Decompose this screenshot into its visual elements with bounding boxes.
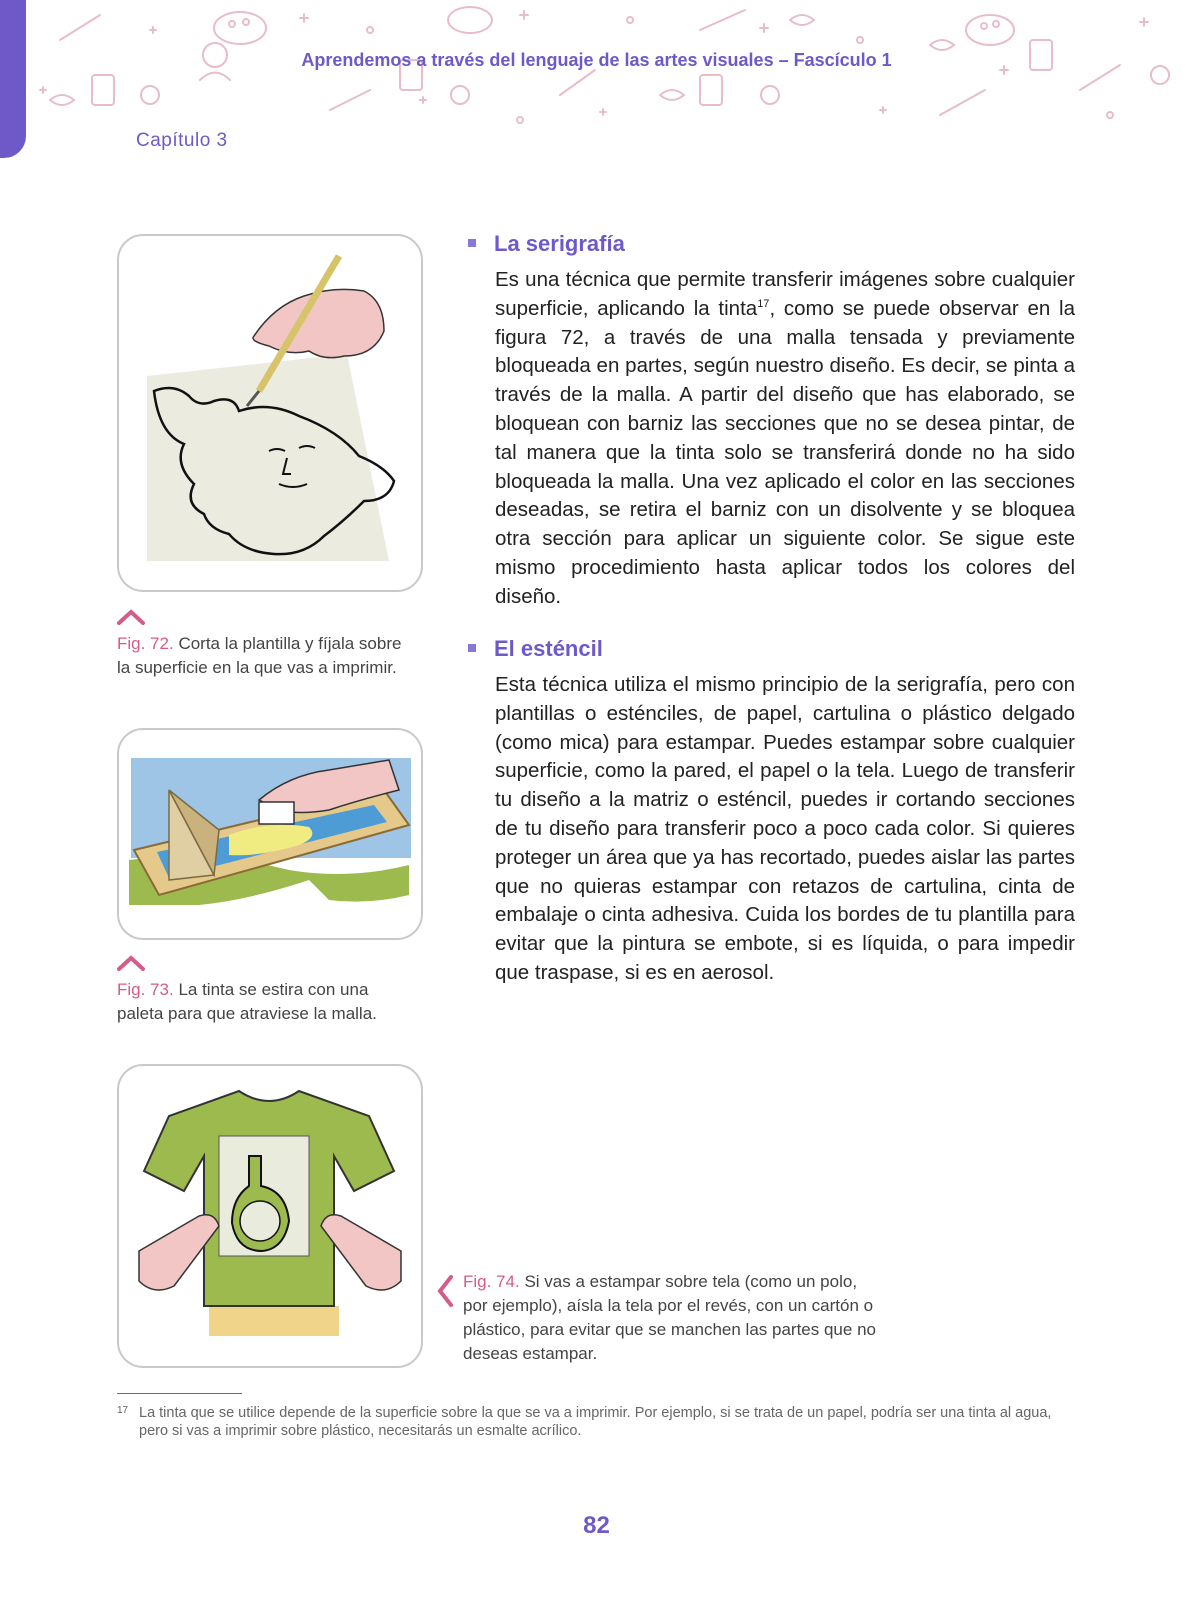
- figure-72-text: Corta la plantilla y fíjala sobre la superficie en la que vas a imprimir.: [117, 634, 402, 677]
- section-body-serigrafia: [495, 266, 1075, 612]
- footnote-divider: [117, 1393, 242, 1394]
- figure-74-frame: [117, 1064, 423, 1368]
- chapter-label: Capítulo 3: [136, 130, 228, 151]
- figure-73-caption: [117, 978, 417, 1026]
- chevron-up-icon: [116, 608, 146, 626]
- body-text-part: , como se puede observar en la figura 72, a través de una malla tensada y previamente bloqueada en partes, según nuestro diseño. Es decir, se pinta a través de la malla. A partir del diseño que has elaborado, se bloquean con barniz las secciones que no se desea pintar, de tal manera que la tinta solo se transferirá donde no ha sido bloqueada la malla. Una vez aplicado el color en las secciones deseadas, se retira el barniz con un disolvente y se bloquea otra sección para aplicar un siguiente color. Se sigue este mismo procedimiento hasta aplicar todos los colores del diseño.: [495, 296, 1075, 608]
- section-title-text: El esténcil: [494, 636, 603, 661]
- figure-74-caption: [463, 1270, 883, 1366]
- footnote-text: La tinta que se utilice depende de la superficie sobre la que se va a imprimir. Por ejemplo, si se trata de un papel, podría ser una tinta al agua, pero si vas a imprimir sobre plástico, necesitarás un esmalte acrílico.: [139, 1405, 1052, 1439]
- footnote-number: 17: [117, 1405, 129, 1416]
- body-text-part: Es una técnica que permite transferir imágenes sobre cualquier superficie, aplicando la tinta: [495, 268, 1075, 320]
- figure-72-frame: [117, 234, 423, 592]
- figure-74-text: Si vas a estampar sobre tela (como un polo, por ejemplo), aísla la tela por el revés, con un cartón o plástico, para evitar que se manchen las partes que no deseas estampar.: [463, 1272, 876, 1363]
- figure-72-label: Fig. 72.: [117, 634, 174, 653]
- footnote-reference: 17: [757, 297, 770, 310]
- chevron-up-icon: [116, 954, 146, 972]
- footnote: [117, 1404, 1077, 1440]
- figure-73-illustration: [119, 730, 421, 938]
- section-body-estencil: Esta técnica utiliza el mismo principio de la serigrafía, pero con plantillas o esténciles, de papel, cartulina o plástico delgado (como mica) para estampar. Puedes estampar sobre cualquier superficie, como la pared, el papel o la tela. Luego de transferir tu diseño a la matriz o esténcil, puedes ir cortando secciones de tu diseño para transferir poco a poco cada color. Si quieres proteger un área que ya has recortado, puedes aislar las partes que no quieras estampar con retazos de cartulina, cinta de embalaje o cinta adhesiva. Cuida los bordes de tu plantilla para evitar que la pintura se embote, si es líquida, o para impedir que traspase, si es en aerosol.: [495, 673, 1075, 984]
- section-title-text: La serigrafía: [494, 231, 625, 256]
- page-number: 82: [583, 1512, 610, 1539]
- section-title-estencil: [468, 636, 603, 662]
- figure-72-caption: [117, 632, 417, 680]
- figure-73-text: La tinta se estira con una paleta para que atraviese la malla.: [117, 980, 377, 1023]
- figure-74-illustration: [119, 1066, 421, 1366]
- chapter-side-tab: [0, 0, 26, 158]
- square-bullet-icon: [468, 239, 476, 247]
- figure-73-frame: [117, 728, 423, 940]
- running-title: Aprendemos a través del lenguaje de las artes visuales – Fascículo 1: [301, 50, 892, 70]
- figure-73-label: Fig. 73.: [117, 980, 174, 999]
- square-bullet-icon: [468, 644, 476, 652]
- section-title-serigrafia: [468, 231, 625, 257]
- figure-72-illustration: [119, 236, 421, 590]
- figure-74-label: Fig. 74.: [463, 1272, 520, 1291]
- chevron-left-icon: [436, 1274, 454, 1308]
